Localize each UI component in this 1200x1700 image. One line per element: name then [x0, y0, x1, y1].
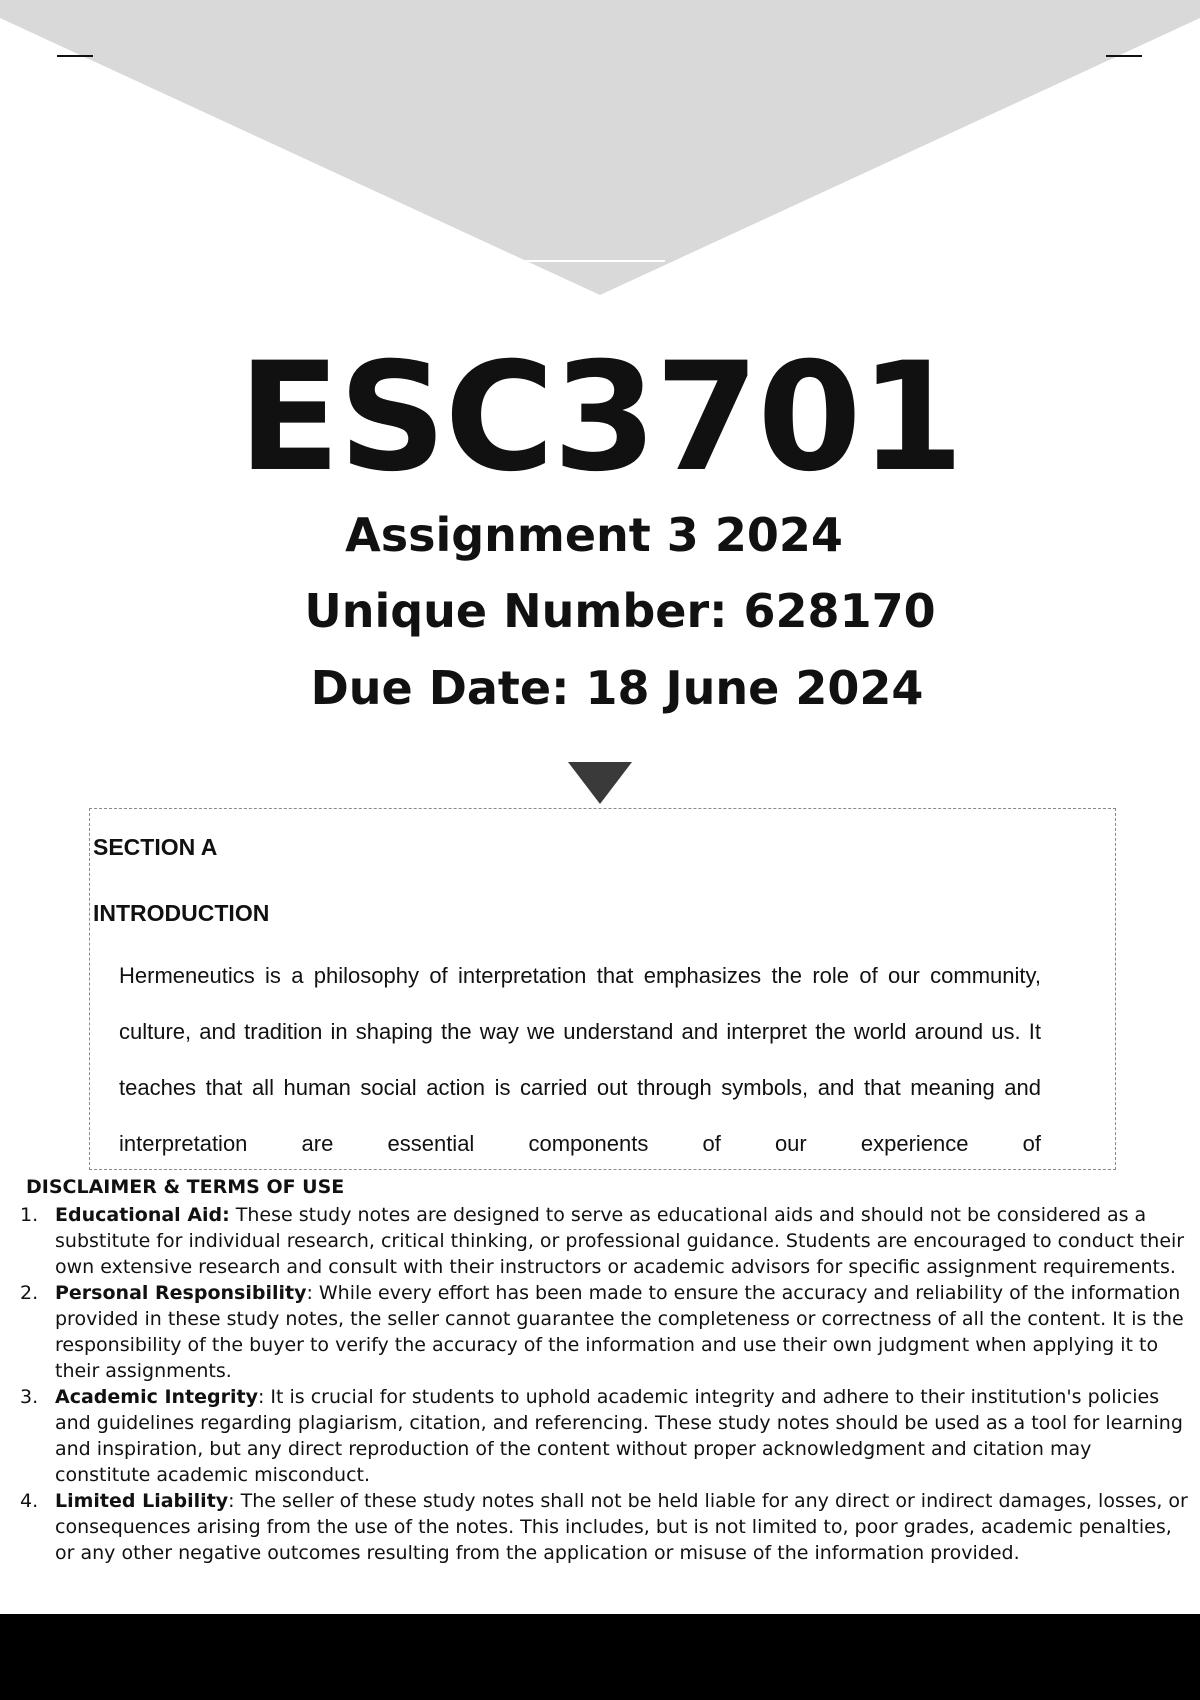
disclaimer-item-personal-responsibility: [0, 1280, 1200, 1384]
introduction-heading: INTRODUCTION: [93, 900, 270, 926]
disclaimer-section: [0, 1174, 1200, 1566]
disclaimer-term: Personal Responsibility: [55, 1282, 307, 1304]
disclaimer-item-educational-aid: [0, 1202, 1200, 1280]
bottom-black-bar: [0, 1614, 1200, 1700]
disclaimer-text: : While every effort has been made to ensure the accuracy and reliability of the information provided in these study notes, the seller cannot guarantee the completeness or correctness of all the content. It is the responsibility of the buyer to verify the accuracy of the information and use their own judgment when applying it to their assignments.: [55, 1282, 1184, 1382]
disclaimer-title: DISCLAIMER & TERMS OF USE: [26, 1176, 345, 1198]
list-number: 2.: [20, 1282, 39, 1304]
disclaimer-term: Educational Aid:: [55, 1204, 230, 1226]
unique-number-label: Unique Number: 628170: [304, 584, 936, 638]
list-number: 1.: [20, 1204, 39, 1226]
introduction-paragraph: Hermeneutics is a philosophy of interpretation that emphasizes the role of our community, culture, and tradition in shaping the way we understand and interpret the world around us. It teaches that all human social action is carried out through symbols, and that meaning and interpretation are essential components of our experience of: [119, 963, 1041, 1156]
disclaimer-term: Limited Liability: [55, 1490, 229, 1512]
section-heading: SECTION A: [93, 834, 218, 860]
cover-banner-graphic: [0, 0, 1200, 300]
list-number: 4.: [20, 1490, 39, 1512]
disclaimer-item-limited-liability: [0, 1488, 1200, 1566]
disclaimer-term: Academic Integrity: [55, 1386, 258, 1408]
corner-mark-left: [57, 55, 93, 57]
corner-mark-right: [1106, 55, 1142, 57]
down-pointer-icon: [568, 762, 632, 804]
assignment-label: Assignment 3 2024: [345, 508, 843, 562]
due-date-label: Due Date: 18 June 2024: [310, 661, 924, 715]
disclaimer-text: These study notes are designed to serve as educational aids and should not be considered as a substitute for individual research, critical thinking, or professional guidance. Students are encouraged to conduct their own extensive research and consult with their instructors or academic advisors for specific assignment requirements.: [55, 1204, 1185, 1278]
disclaimer-text: : It is crucial for students to uphold academic integrity and adhere to their institution's policies and guidelines regarding plagiarism, citation, and referencing. These study notes should be used as a tool for learning and inspiration, but any direct reproduction of the content without proper acknowledgment and citation may constitute academic misconduct.: [55, 1386, 1183, 1486]
list-number: 3.: [20, 1386, 39, 1408]
banner-chevron-shape: [0, 0, 1200, 295]
disclaimer-list: [0, 1202, 1200, 1566]
disclaimer-text: : The seller of these study notes shall not be held liable for any direct or indirect damages, losses, or consequences arising from the use of the notes. This includes, but is not limited to, poor grades, academic penalties, or any other negative outcomes resulting from the application or misuse of the information provided.: [55, 1490, 1188, 1564]
excerpt-preview-box: [89, 808, 1116, 1170]
course-code-title: ESC3701: [237, 331, 963, 505]
disclaimer-item-academic-integrity: [0, 1384, 1200, 1488]
